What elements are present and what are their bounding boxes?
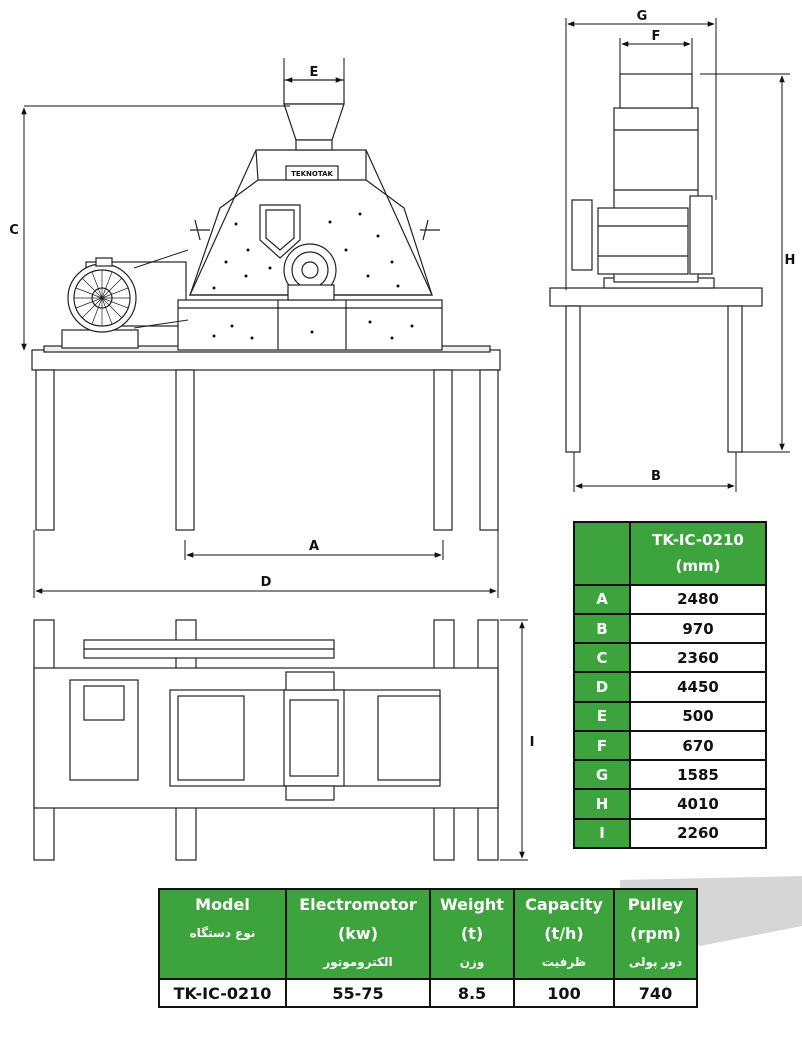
dimension-row-label: C [574, 643, 630, 672]
dimension-row-value: 500 [630, 702, 766, 731]
front-leg [434, 370, 452, 530]
front-leg [176, 370, 194, 530]
front-table-top [32, 350, 500, 370]
side-view [550, 74, 762, 452]
spec-cell-electromotor: 55-75 [286, 979, 430, 1007]
side-leg [566, 306, 580, 452]
spec-header-pulley [614, 889, 697, 979]
dimension-row [574, 789, 766, 818]
top-dimensions [500, 620, 528, 860]
dimension-row [574, 702, 766, 731]
dimension-table-model: TK-IC-0210 [652, 531, 744, 550]
spec-table-row [159, 979, 697, 1007]
spec-header-en: Model [195, 895, 250, 914]
feed-hopper [284, 80, 344, 150]
dimension-table-corner [574, 522, 630, 585]
dimension-row-value: 4010 [630, 789, 766, 818]
dimension-row [574, 731, 766, 760]
dimension-row-label: F [574, 731, 630, 760]
spec-table-header-row [159, 889, 697, 979]
dim-label-A: A [308, 539, 320, 554]
brand-label: TEKNOTAK [291, 170, 333, 178]
dimension-row-label: I [574, 819, 630, 848]
spec-table [158, 888, 698, 1008]
side-leg [728, 306, 742, 452]
dimension-row-label: G [574, 760, 630, 789]
dim-label-F: F [651, 29, 661, 44]
spec-header-en: Pulley [627, 895, 684, 914]
spec-header-fa: ظرفیت [541, 955, 587, 969]
dimension-row [574, 819, 766, 848]
spec-header-unit: (rpm) [630, 924, 681, 943]
dimension-row [574, 672, 766, 701]
dim-label-D: D [260, 575, 272, 590]
spec-header-capacity [514, 889, 614, 979]
dimension-row-value: 2260 [630, 819, 766, 848]
spec-header-electromotor [286, 889, 430, 979]
dimension-row-label: D [574, 672, 630, 701]
spec-cell-pulley: 740 [614, 979, 697, 1007]
spec-header-unit: (kw) [337, 924, 379, 943]
front-leg [480, 370, 498, 530]
dimension-row-value: 970 [630, 614, 766, 643]
spec-cell-model: TK-IC-0210 [159, 979, 286, 1007]
crusher-housing [178, 150, 442, 350]
dimension-table-header [630, 522, 766, 585]
spec-header-fa: وزن [459, 955, 485, 969]
dimension-row-label: B [574, 614, 630, 643]
spec-header-model [159, 889, 286, 979]
side-hopper [620, 74, 692, 108]
front-leg [36, 370, 54, 530]
spec-header-fa: نوع دستگاه [189, 926, 256, 940]
spec-header-unit: (t/h) [544, 924, 584, 943]
spec-header-unit: (t) [460, 924, 484, 943]
side-table-top [550, 288, 762, 306]
dim-label-I: I [529, 735, 535, 750]
spec-header-fa: دور پولی [628, 955, 683, 969]
dimension-row [574, 643, 766, 672]
spec-cell-capacity: 100 [514, 979, 614, 1007]
dim-label-H: H [784, 253, 796, 268]
dim-label-E: E [309, 65, 319, 80]
dimension-row-label: H [574, 789, 630, 818]
dimension-table [573, 521, 767, 849]
dimension-row [574, 760, 766, 789]
dimension-row-value: 670 [630, 731, 766, 760]
spec-header-en: Capacity [525, 895, 603, 914]
dimension-row-value: 4450 [630, 672, 766, 701]
dimension-row-value: 2480 [630, 585, 766, 614]
spec-header-fa: الکتروموتور [323, 955, 393, 969]
dimension-row [574, 585, 766, 614]
front-view [32, 80, 500, 530]
spec-cell-weight: 8.5 [430, 979, 514, 1007]
dimension-table-unit: (mm) [675, 557, 721, 576]
top-view [34, 620, 498, 860]
dimension-row-label: E [574, 702, 630, 731]
dim-label-G: G [636, 9, 648, 24]
electromotor [62, 258, 186, 348]
dimension-row-label: A [574, 585, 630, 614]
dim-label-B: B [651, 469, 661, 484]
spec-header-en: Electromotor [299, 895, 417, 914]
dimension-row-value: 2360 [630, 643, 766, 672]
spec-header-en: Weight [440, 895, 504, 914]
dim-label-C: C [9, 223, 19, 238]
dimension-row [574, 614, 766, 643]
spec-header-weight [430, 889, 514, 979]
dimension-row-value: 1585 [630, 760, 766, 789]
